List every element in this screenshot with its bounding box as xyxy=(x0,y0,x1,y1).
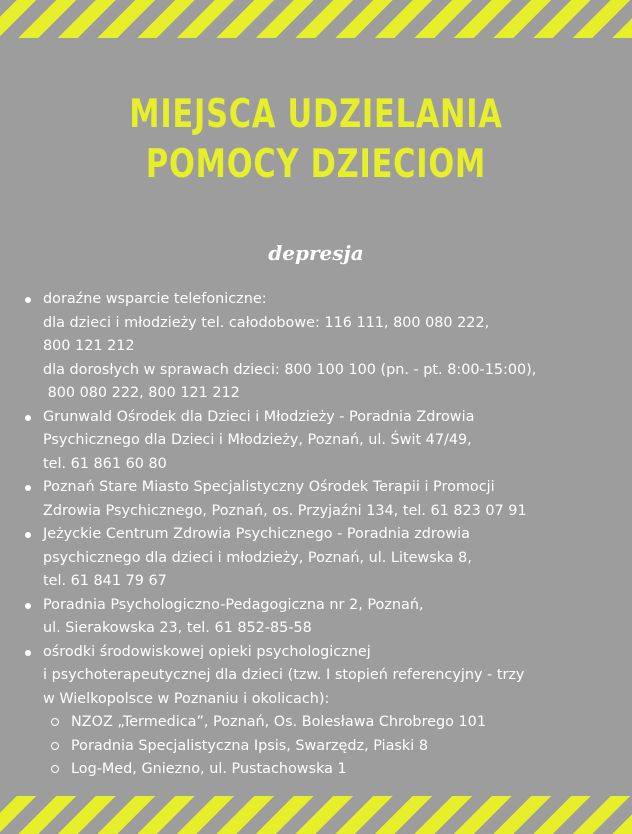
list-item-line: ul. Sierakowska 23, tel. 61 852-85-58 xyxy=(43,620,312,636)
list-item-line: Psychicznego dla Dzieci i Młodzieży, Poznań, ul. Świt 47/49, xyxy=(43,432,472,448)
title-line-2: POMOCY DZIECIOM xyxy=(145,142,487,187)
sub-list-item: Poradnia Specjalistyczna Ipsis, Swarzędz, Piaski 8 xyxy=(43,735,620,759)
list-item-line: i psychoterapeutycznej dla dzieci (tzw. I stopień referencyjny - trzy xyxy=(43,667,525,683)
list-item-line: Jeżyckie Centrum Zdrowia Psychicznego - Poradnia zdrowia xyxy=(43,526,470,542)
list-item-poradnia-pp xyxy=(20,594,620,641)
page-title xyxy=(70,90,563,190)
sub-list-item: Log-Med, Gniezno, ul. Pustachowska 1 xyxy=(43,758,620,782)
list-item-line: Poznań Stare Miasto Specjalistyczny Ośrodek Terapii i Promocji xyxy=(43,479,495,495)
list-item-line: dla dzieci i młodzieży tel. całodobowe: 116 111, 800 080 222, xyxy=(43,314,490,331)
sub-list xyxy=(43,711,620,782)
list-item-line: Poradnia Psychologiczno-Pedagogiczna nr 2, Poznań, xyxy=(43,596,424,613)
help-places-content xyxy=(20,288,620,782)
list-item-line: tel. 61 841 79 67 xyxy=(43,573,167,589)
list-item-community-centers xyxy=(20,641,620,782)
list-item-line: ośrodki środowiskowej opieki psychologicznej xyxy=(43,643,371,660)
list-item-grunwald xyxy=(20,406,620,477)
list-item-line: psychicznego dla dzieci i młodzieży, Poznań, ul. Litewska 8, xyxy=(43,549,472,566)
list-item-line: 800 080 222, 800 121 212 xyxy=(43,385,240,401)
list-item-jezyckie xyxy=(20,523,620,594)
list-item-line: Grunwald Ośrodek dla Dzieci i Młodzieży - Poradnia Zdrowia xyxy=(43,408,475,425)
hazard-stripe-bottom xyxy=(0,796,632,834)
list-item-line: doraźne wsparcie telefoniczne: xyxy=(43,291,267,307)
list-item-stare-miasto xyxy=(20,476,620,523)
list-item-line: Zdrowia Psychicznego, Poznań, os. Przyjaźni 134, tel. 61 823 07 91 xyxy=(43,502,527,519)
hazard-stripe-top xyxy=(0,0,632,38)
list-item-line: w Wielkopolsce w Poznaniu i okolicach): xyxy=(43,690,330,707)
list-item-line: tel. 61 861 60 80 xyxy=(43,455,167,472)
list-item-line: 800 121 212 xyxy=(43,338,135,354)
sub-list-item: NZOZ „Termedica”, Poznań, Os. Bolesława Chrobrego 101 xyxy=(43,711,620,735)
section-subtitle: depresja xyxy=(268,241,364,265)
title-line-1: MIEJSCA UDZIELANIA xyxy=(129,92,503,137)
help-places-list xyxy=(20,288,620,782)
list-item-phone-support xyxy=(20,288,620,406)
list-item-line: dla dorosłych w sprawach dzieci: 800 100 100 (pn. - pt. 8:00-15:00), xyxy=(43,361,537,378)
